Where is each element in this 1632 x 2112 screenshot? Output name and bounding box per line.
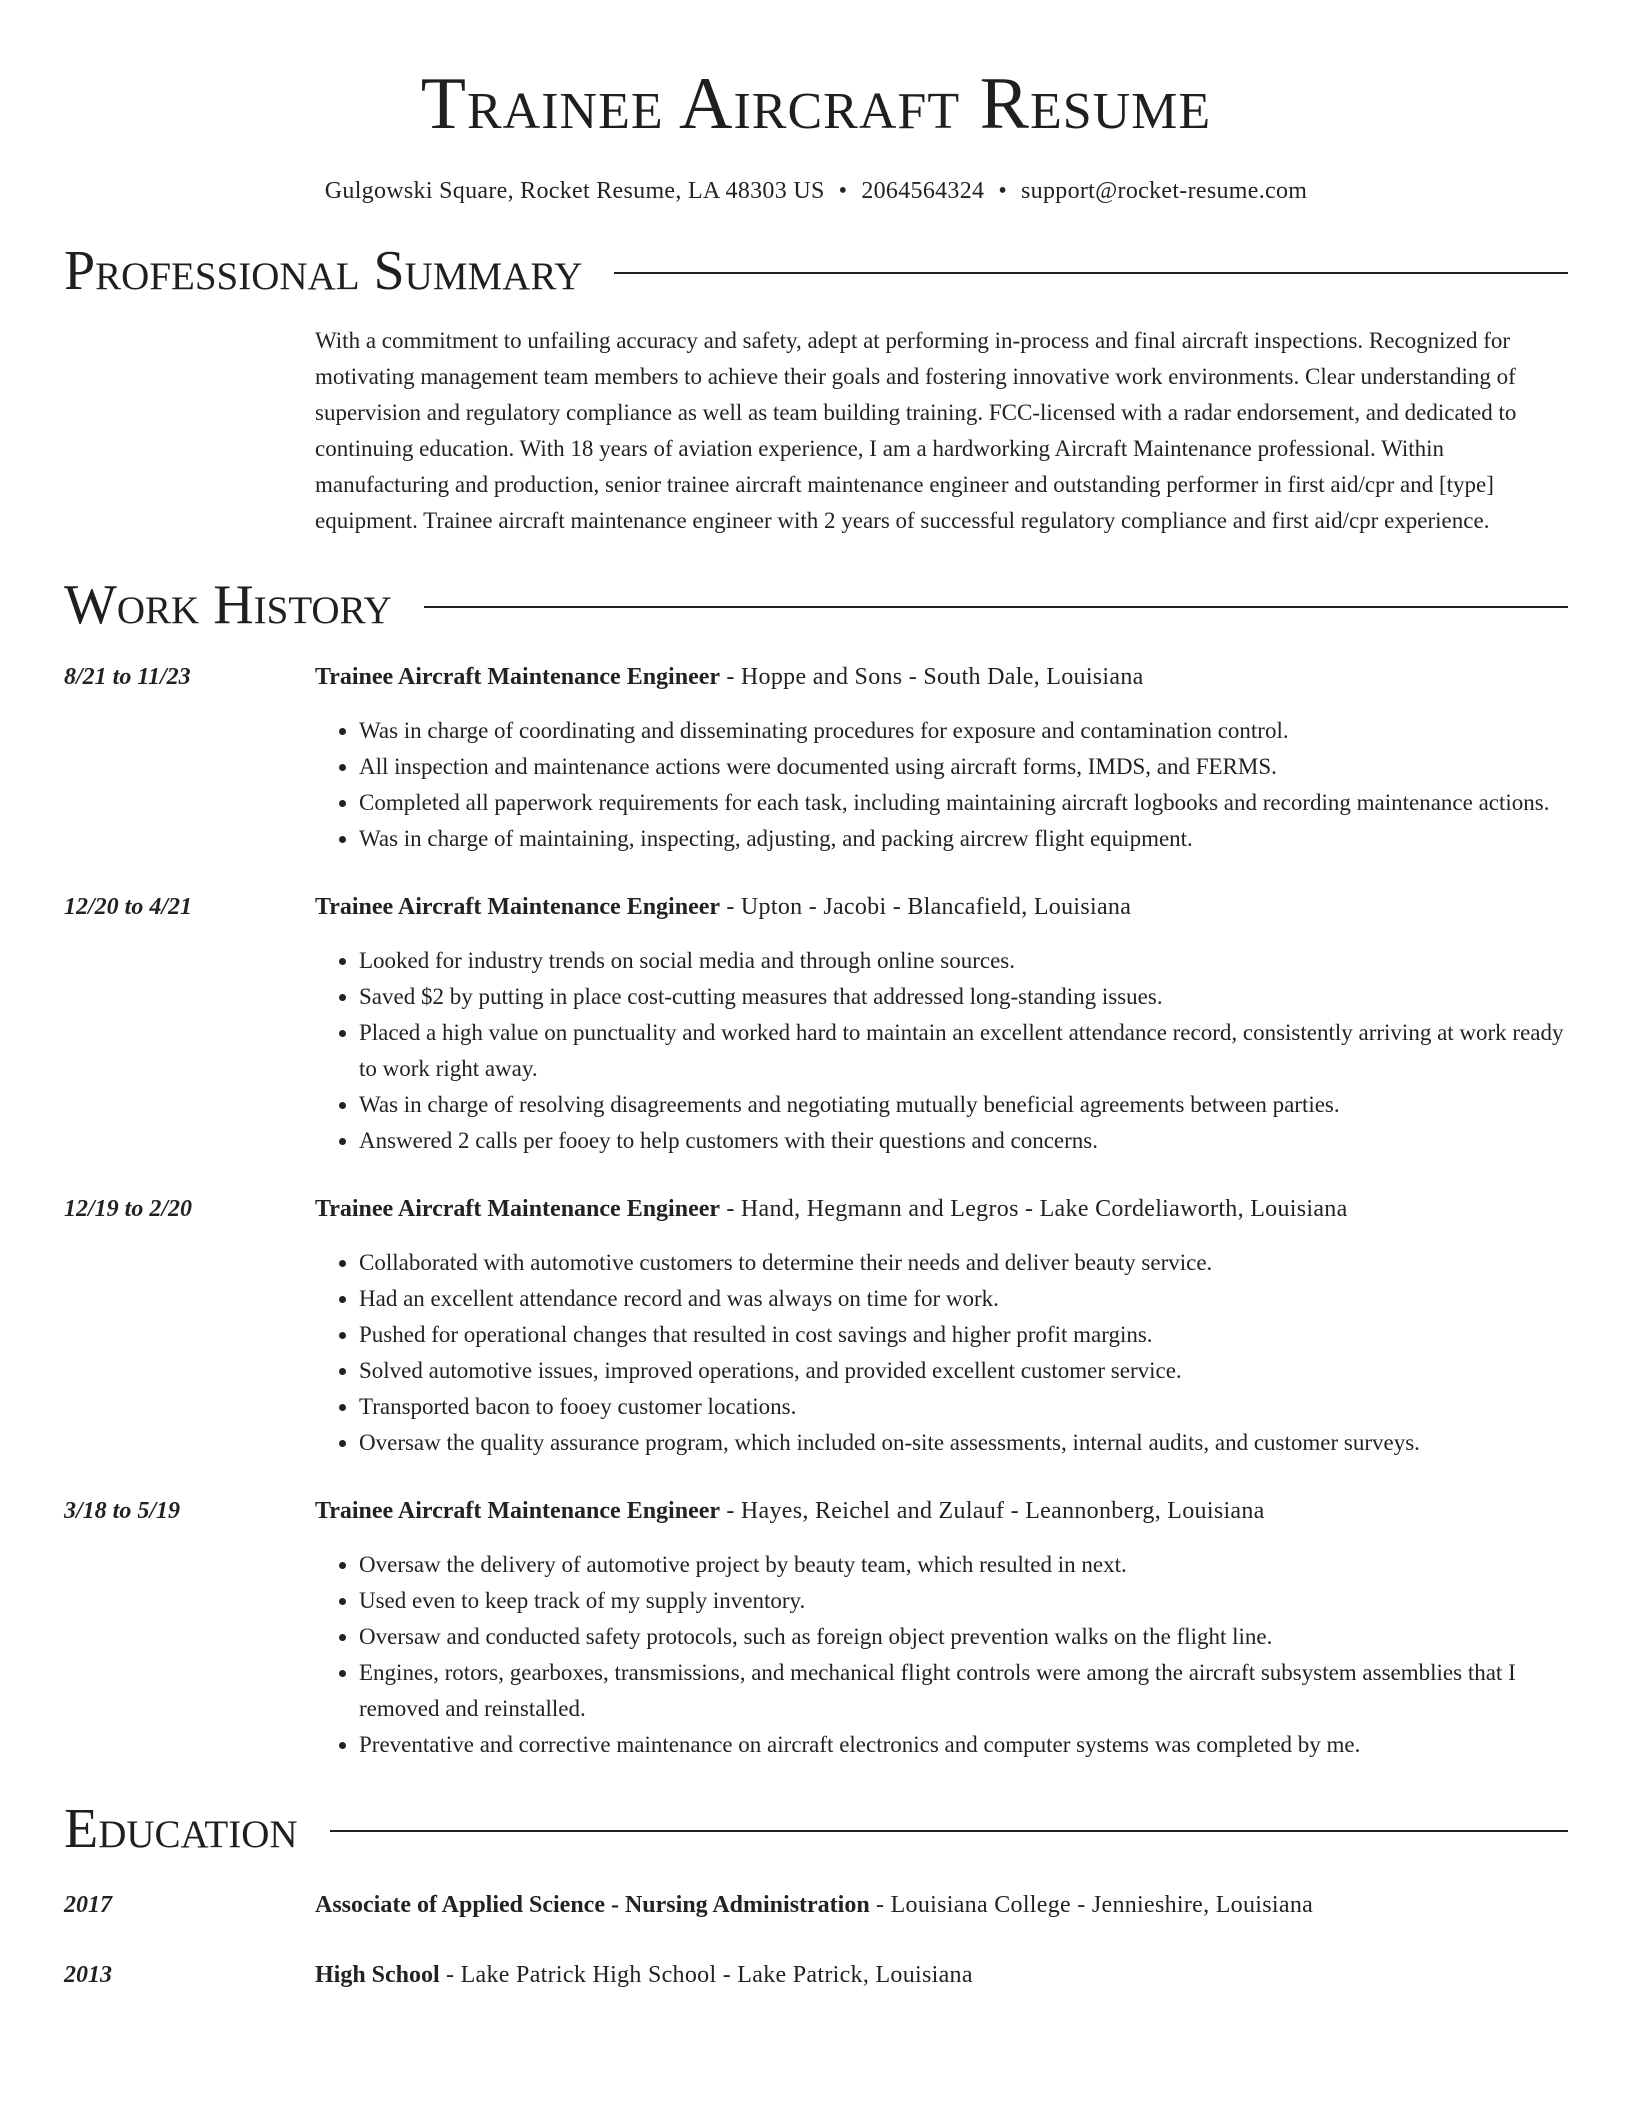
list-item: • Used even to keep track of my supply inventory. bbox=[359, 1583, 1568, 1619]
list-item: • Engines, rotors, gearboxes, transmissions, and mechanical flight controls were among the aircraft subsystem assemblies that I removed and reinstalled. bbox=[359, 1655, 1568, 1727]
education-section-header bbox=[64, 1797, 1568, 1861]
work-entry-heading bbox=[315, 1493, 1568, 1529]
education-entry-body bbox=[315, 1887, 1568, 1923]
work-entry bbox=[64, 1493, 1568, 1763]
work-entry bbox=[64, 1191, 1568, 1461]
section-title-work: Work History bbox=[64, 574, 392, 636]
work-entry-heading bbox=[315, 889, 1568, 925]
work-section-header bbox=[64, 573, 1568, 637]
job-title: Trainee Aircraft Maintenance Engineer bbox=[315, 664, 721, 690]
summary-section-header bbox=[64, 239, 1568, 303]
education-entry bbox=[64, 1957, 1568, 1993]
list-item: • Oversaw the delivery of automotive project by beauty team, which resulted in next. bbox=[359, 1547, 1568, 1583]
education-list bbox=[64, 1887, 1568, 1993]
list-item: • Oversaw the quality assurance program, which included on-site assessments, internal audits, and customer surveys. bbox=[359, 1425, 1568, 1461]
list-item: • Saved $2 by putting in place cost-cutting measures that addressed long-standing issues. bbox=[359, 979, 1568, 1015]
list-item: • Answered 2 calls per fooey to help customers with their questions and concerns. bbox=[359, 1123, 1568, 1159]
list-item: • Oversaw and conducted safety protocols, such as foreign object prevention walks on the flight line. bbox=[359, 1619, 1568, 1655]
education-year: 2017 bbox=[64, 1892, 112, 1918]
resume-title: Trainee Aircraft Resume bbox=[420, 63, 1212, 145]
section-divider bbox=[614, 272, 1568, 274]
list-item: • Completed all paperwork requirements for each task, including maintaining aircraft logbooks and recording maintenance actions. bbox=[359, 785, 1568, 821]
education-entry bbox=[64, 1887, 1568, 1923]
job-title: Trainee Aircraft Maintenance Engineer bbox=[315, 1196, 721, 1222]
contact-address: Gulgowski Square, Rocket Resume, LA 48303 US bbox=[324, 178, 825, 204]
work-history-list bbox=[64, 659, 1568, 1763]
section-divider bbox=[424, 606, 1568, 608]
degree: Associate of Applied Science - Nursing Administration bbox=[315, 1892, 870, 1918]
work-dates: 12/20 to 4/21 bbox=[64, 894, 193, 920]
list-item: • Had an excellent attendance record and was always on time for work. bbox=[359, 1281, 1568, 1317]
list-item: • Preventative and corrective maintenance on aircraft electronics and computer systems was completed by me. bbox=[359, 1727, 1568, 1763]
work-entry-body bbox=[315, 1191, 1568, 1461]
job-title: Trainee Aircraft Maintenance Engineer bbox=[315, 1498, 721, 1524]
contact-separator: • bbox=[838, 178, 848, 204]
list-item: • Placed a high value on punctuality and worked hard to maintain an excellent attendance record, consistently arriving at work ready to work right away. bbox=[359, 1015, 1568, 1087]
list-item: • Pushed for operational changes that resulted in cost savings and higher profit margins. bbox=[359, 1317, 1568, 1353]
school-location: - Lake Patrick High School - Lake Patrick, Louisiana bbox=[439, 1962, 973, 1988]
employer-location: - Hoppe and Sons - South Dale, Louisiana bbox=[720, 664, 1144, 690]
list-item: • Collaborated with automotive customers to determine their needs and deliver beauty service. bbox=[359, 1245, 1568, 1281]
contact-separator: • bbox=[998, 178, 1008, 204]
job-title: Trainee Aircraft Maintenance Engineer bbox=[315, 894, 721, 920]
education-entry-body bbox=[315, 1957, 1568, 1993]
work-entry-body bbox=[315, 1493, 1568, 1763]
work-entry bbox=[64, 659, 1568, 857]
school-location: - Louisiana College - Jennieshire, Louisiana bbox=[869, 1892, 1314, 1918]
work-entry-body bbox=[315, 889, 1568, 1159]
work-dates: 3/18 to 5/19 bbox=[64, 1498, 181, 1524]
work-dates: 8/21 to 11/23 bbox=[64, 664, 191, 690]
list-item: • Was in charge of coordinating and disseminating procedures for exposure and contamination control. bbox=[359, 713, 1568, 749]
education-entry-heading bbox=[315, 1957, 1568, 1993]
contact-phone: 2064564324 bbox=[861, 178, 985, 204]
work-dates: 12/19 to 2/20 bbox=[64, 1196, 193, 1222]
contact-line bbox=[64, 178, 1568, 205]
work-entry-heading bbox=[315, 659, 1568, 695]
employer-location: - Hayes, Reichel and Zulauf - Leannonberg, Louisiana bbox=[720, 1498, 1265, 1524]
work-entry bbox=[64, 889, 1568, 1159]
list-item: • Was in charge of maintaining, inspecting, adjusting, and packing aircrew flight equipment. bbox=[359, 821, 1568, 857]
degree: High School bbox=[315, 1962, 440, 1988]
education-entry-heading bbox=[315, 1887, 1568, 1923]
list-item: • All inspection and maintenance actions were documented using aircraft forms, IMDS, and FERMS. bbox=[359, 749, 1568, 785]
work-entry-heading bbox=[315, 1191, 1568, 1227]
employer-location: - Hand, Hegmann and Legros - Lake Cordeliaworth, Louisiana bbox=[720, 1196, 1348, 1222]
education-year: 2013 bbox=[64, 1962, 112, 1988]
work-entry-body bbox=[315, 659, 1568, 857]
list-item: • Transported bacon to fooey customer locations. bbox=[359, 1389, 1568, 1425]
list-item: • Looked for industry trends on social media and through online sources. bbox=[359, 943, 1568, 979]
work-bullets bbox=[315, 943, 1568, 1159]
section-divider bbox=[330, 1830, 1568, 1832]
work-bullets bbox=[315, 1547, 1568, 1763]
list-item: • Solved automotive issues, improved operations, and provided excellent customer service. bbox=[359, 1353, 1568, 1389]
employer-location: - Upton - Jacobi - Blancafield, Louisiana bbox=[720, 894, 1132, 920]
summary-text: With a commitment to unfailing accuracy and safety, adept at performing in-process and final aircraft inspections. Recognized for motivating management team members to achieve their goals and fostering innovative work environments. Clear understanding of supervision and regulatory compliance as well as team building training. FCC-licensed with a radar endorsement, and dedicated to continuing education. With 18 years of aviation experience, I am a hardworking Aircraft Maintenance professional. Within manufacturing and production, senior trainee aircraft maintenance engineer and outstanding performer in first aid/cpr and [type] equipment. Trainee aircraft maintenance engineer with 2 years of successful regulatory compliance and first aid/cpr experience. bbox=[315, 328, 1517, 533]
section-title-education: Education bbox=[64, 1798, 298, 1860]
work-bullets bbox=[315, 1245, 1568, 1461]
list-item: • Was in charge of resolving disagreements and negotiating mutually beneficial agreements between parties. bbox=[359, 1087, 1568, 1123]
contact-email: support@rocket-resume.com bbox=[1021, 178, 1308, 204]
work-bullets bbox=[315, 713, 1568, 857]
section-title-summary: Professional Summary bbox=[64, 240, 583, 302]
